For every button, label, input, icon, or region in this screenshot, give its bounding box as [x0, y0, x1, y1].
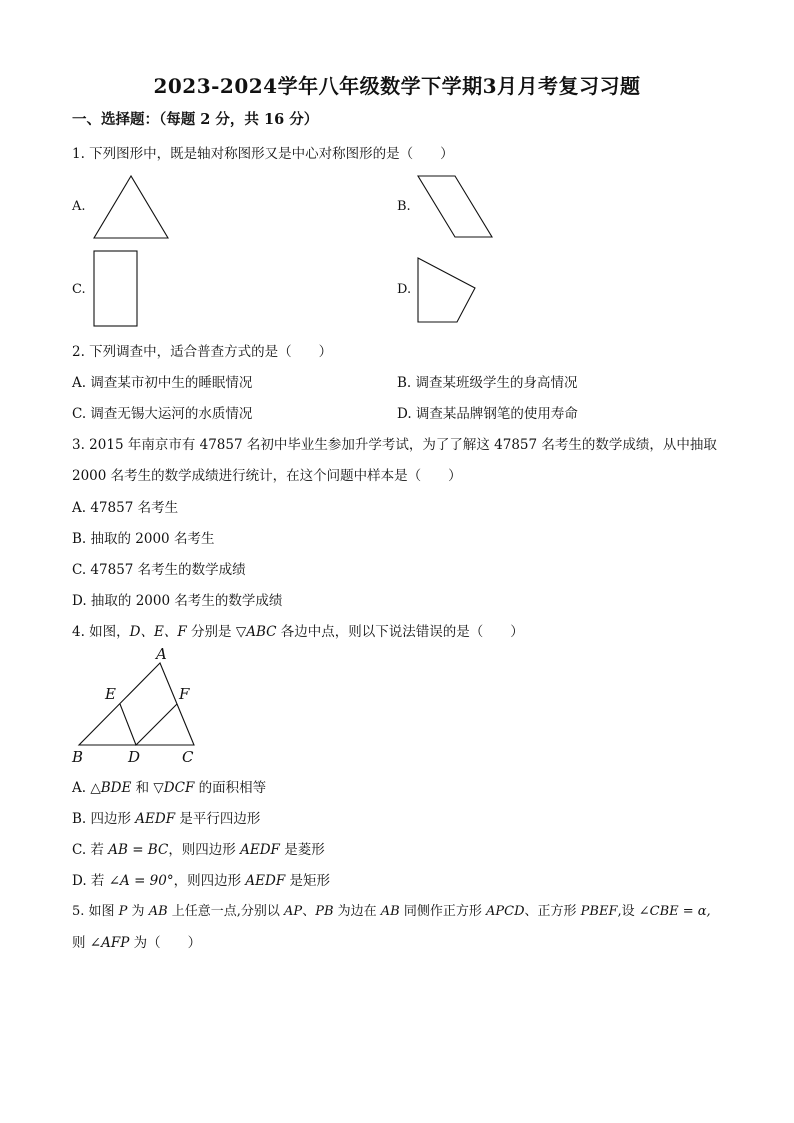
q1-option-d-label: D. — [397, 282, 412, 297]
point-b-label: B — [72, 748, 84, 766]
q3-stem-line-1: 3. 2015 年南京市有 47857 名初中毕业生参加升学考试，为了了解这 47857 名考生的数学成绩，从中抽取 — [72, 437, 717, 453]
q1-stem: 1. 下列图形中，既是轴对称图形又是中心对称图形的是（ ） — [72, 146, 454, 162]
point-d-label: D — [128, 748, 141, 766]
q3-option-d: D. 抽取的 2000 名考生的数学成绩 — [72, 593, 283, 609]
q5-stem-line-1: 5. 如图 P 为 AB 上任意一点,分别以 AP、PB 为边在 AB 同侧作正方形 APCD、正方形 PBEF,设 ∠CBE = α, — [72, 904, 711, 919]
q2-option-a: A. 调查某市初中生的睡眠情况 — [72, 375, 253, 391]
page-title: 2023-2024学年八年级数学下学期3月月考复习习题 — [153, 74, 641, 98]
point-c-label: C — [182, 748, 194, 766]
q1-option-a-label: A. — [72, 199, 86, 214]
q5-stem-line-2: 则 ∠AFP 为（ ） — [72, 935, 202, 951]
q2-option-c: C. 调查无锡大运河的水质情况 — [72, 406, 253, 422]
q4-option-c: C. 若 AB = BC，则四边形 AEDF 是菱形 — [72, 842, 325, 858]
q2-option-b: B. 调查某班级学生的身高情况 — [397, 375, 578, 391]
q3-option-c: C. 47857 名考生的数学成绩 — [72, 562, 246, 578]
q3-stem-line-2: 2000 名考生的数学成绩进行统计，在这个问题中样本是（ ） — [72, 468, 462, 484]
point-a-label: A — [156, 645, 167, 663]
q4-option-b: B. 四边形 AEDF 是平行四边形 — [72, 811, 261, 827]
q4-option-d: D. 若 ∠A = 90°，则四边形 AEDF 是矩形 — [72, 873, 330, 889]
q1-option-b-label: B. — [397, 199, 411, 214]
q4-stem: 4. 如图，D、E、F 分别是 ▽ABC 各边中点，则以下说法错误的是（ ） — [72, 624, 524, 640]
q4-option-a: A. △BDE 和 ▽DCF 的面积相等 — [72, 780, 267, 796]
point-e-label: E — [105, 685, 116, 703]
midpoint-lines — [120, 704, 177, 745]
q2-stem: 2. 下列调查中，适合普查方式的是（ ） — [72, 344, 333, 360]
q1-option-c-label: C. — [72, 282, 86, 297]
q3-option-a: A. 47857 名考生 — [72, 500, 179, 516]
section-heading: 一、选择题：（每题 2 分，共 16 分） — [72, 111, 319, 128]
q2-option-d: D. 调查某品牌钢笔的使用寿命 — [397, 406, 578, 422]
point-f-label: F — [179, 685, 190, 703]
q3-option-b: B. 抽取的 2000 名考生 — [72, 531, 215, 547]
